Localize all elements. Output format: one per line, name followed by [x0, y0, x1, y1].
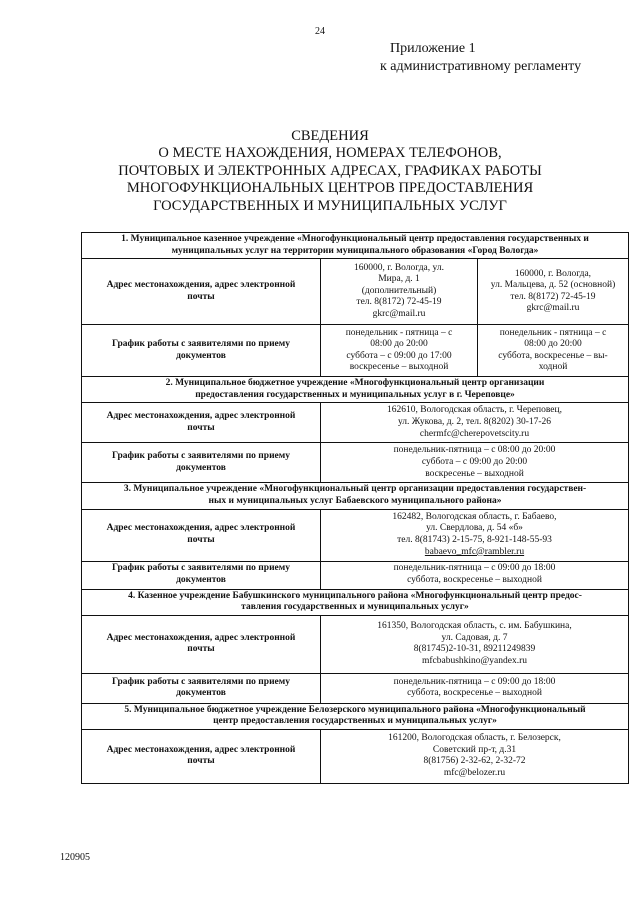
value-line: 161200, Вологодская область, г. Белозерск, [388, 733, 561, 744]
schedule-label [82, 673, 321, 703]
schedule-cell [321, 443, 629, 483]
label-line: Адрес местонахождения, адрес электронной [106, 523, 296, 534]
label-line: документов [176, 462, 226, 473]
address-cell [321, 729, 629, 783]
address-row [82, 729, 629, 783]
section-header-line: 3. Муниципальное учреждение «Многофункциональный центр организации предоставления государствен- [123, 484, 587, 495]
value-line: (дополнительный) [361, 285, 437, 296]
value-line: ул. Мальцева, д. 52 (основной) [490, 280, 616, 291]
label-line: Адрес местонахождения, адрес электронной [106, 744, 296, 755]
value-line: тел. 8(81743) 2-15-75, 8-921-148-55-93 [397, 535, 552, 546]
value-line: понедельник-пятница – с 08:00 до 20:00 [393, 445, 556, 456]
address-cell [321, 509, 629, 561]
value-line: тел. 8(8172) 72-45-19 [356, 297, 442, 308]
address-cell [321, 403, 629, 443]
section-header-row [82, 703, 629, 729]
value-line: Советский пр-т, д.31 [432, 744, 517, 755]
email-text: babaevo_mfc@rambler.ru [424, 546, 525, 557]
value-line: 162482, Вологодская область, г. Бабаево, [392, 511, 557, 522]
section-header [82, 483, 629, 509]
schedule-label [82, 443, 321, 483]
label-line: документов [176, 688, 226, 699]
value-line: воскресенье – выходной [425, 468, 524, 479]
schedule-label [82, 325, 321, 377]
value-line: суббота – с 09:00 до 17:00 [346, 350, 452, 361]
label-line: почты [187, 644, 215, 655]
label-line: График работы с заявителями по приему [112, 451, 290, 462]
page-number: 24 [315, 26, 325, 37]
address-label [82, 403, 321, 443]
address-row [82, 509, 629, 561]
section-header-row [82, 589, 629, 615]
section-header-row [82, 233, 629, 259]
section-header-line: центр предоставления государственных и муниципальных услуг» [213, 716, 497, 727]
annex-note [380, 40, 581, 76]
address-row [82, 615, 629, 673]
label-line: почты [187, 535, 215, 546]
address-label [82, 259, 321, 325]
title-line: СВЕДЕНИЯ [291, 128, 369, 144]
value-line: тел. 8(8172) 72-45-19 [510, 291, 596, 302]
schedule-row [82, 443, 629, 483]
label-line: почты [187, 422, 215, 433]
address-cell [478, 259, 629, 325]
label-line: почты [187, 291, 215, 302]
annex-line: Приложение 1 [390, 41, 476, 56]
email-text: gkrc@mail.ru [372, 309, 426, 320]
mfc-table [81, 232, 629, 784]
value-line: понедельник-пятница – с 09:00 до 18:00 [393, 676, 556, 687]
value-line: суббота – с 09:00 до 20:00 [421, 457, 528, 468]
title-line: ПОЧТОВЫХ И ЭЛЕКТРОННЫХ АДРЕСАХ, ГРАФИКАХ РАБОТЫ [118, 162, 542, 179]
value-line: суббота, воскресенье – выходной [407, 575, 542, 586]
title-line: ГОСУДАРСТВЕННЫХ И МУНИЦИПАЛЬНЫХ УСЛУГ [153, 197, 507, 214]
schedule-row [82, 673, 629, 703]
section-header [82, 703, 629, 729]
value-line: 8(81756) 2-32-62, 2-32-72 [423, 756, 526, 767]
section-header-line: 1. Муниципальное казенное учреждение «Многофункциональный центр предоставления государственных и [121, 234, 589, 244]
value-line: понедельник - пятница – с [345, 327, 453, 338]
address-label [82, 729, 321, 783]
section-header-line: муниципальных услуг на территории муниципального образования «Город Вологда» [171, 245, 539, 256]
address-label [82, 509, 321, 561]
value-line: 08:00 до 20:00 [370, 339, 428, 350]
value-line: 161350, Вологодская область, с. им. Бабушкина, [377, 621, 572, 632]
address-row [82, 403, 629, 443]
label-line: Адрес местонахождения, адрес электронной [106, 632, 296, 643]
email-text: chermfc@cherepovetscity.ru [419, 428, 530, 439]
value-line: суббота, воскресенье – вы- [498, 350, 608, 361]
schedule-row [82, 325, 629, 377]
value-line: 160000, г. Вологда, [514, 268, 592, 279]
title-line: О МЕСТЕ НАХОЖДЕНИЯ, НОМЕРАХ ТЕЛЕФОНОВ, [158, 145, 502, 162]
address-label [82, 615, 321, 673]
schedule-label [82, 561, 321, 589]
section-header [82, 377, 629, 403]
address-row [82, 259, 629, 325]
section-header-line: ных и муниципальных услуг Бабаевского муниципального района» [208, 495, 502, 506]
value-line: ул. Свердлова, д. 54 «б» [426, 523, 523, 534]
email-text: mfcbabushkino@yandex.ru [421, 655, 528, 666]
value-line: воскресенье – выходной [349, 362, 449, 373]
value-line: понедельник-пятница – с 09:00 до 18:00 [393, 563, 556, 574]
value-line: суббота, воскресенье – выходной [407, 688, 542, 699]
label-line: График работы с заявителями по приему [112, 676, 290, 687]
section-header-line: тавления государственных и муниципальных услуг» [241, 602, 469, 613]
value-line: 08:00 до 20:00 [524, 339, 582, 350]
document-title [40, 128, 620, 215]
value-line: 8(81745)2-10-31, 89211249839 [413, 644, 536, 655]
label-line: Адрес местонахождения, адрес электронной [106, 411, 296, 422]
schedule-cell [478, 325, 629, 377]
label-line: документов [176, 575, 226, 586]
schedule-cell [321, 673, 629, 703]
value-line: понедельник - пятница – с [499, 327, 607, 338]
section-header-row [82, 377, 629, 403]
label-line: документов [176, 350, 226, 361]
label-line: График работы с заявителями по приему [112, 563, 290, 574]
footer-code: 120905 [60, 852, 90, 863]
value-line: 162610, Вологодская область, г. Череповец, [387, 405, 562, 416]
value-line: ходной [538, 362, 568, 373]
section-header-line: 4. Казенное учреждение Бабушкинского муниципального района «Многофункциональный центр предос- [128, 590, 582, 601]
section-header-line: предоставления государственных и муниципальных услуг в г. Череповце» [195, 389, 515, 400]
email-text: gkrc@mail.ru [526, 303, 580, 314]
value-line: ул. Садовая, д. 7 [441, 632, 508, 643]
label-line: График работы с заявителями по приему [112, 339, 290, 350]
schedule-row [82, 561, 629, 589]
schedule-cell [321, 325, 478, 377]
email-text: mfc@belozer.ru [443, 768, 506, 779]
annex-line: к административному регламенту [380, 59, 582, 74]
title-line: МНОГОФУНКЦИОНАЛЬНЫХ ЦЕНТРОВ ПРЕДОСТАВЛЕНИЯ [126, 180, 534, 197]
label-line: почты [187, 756, 215, 767]
section-header-line: 5. Муниципальное бюджетное учреждение Белозерского муниципального района «Многофункциональный [124, 704, 586, 715]
label-line: Адрес местонахождения, адрес электронной [106, 280, 296, 291]
value-line: 160000, г. Вологда, ул. [354, 262, 444, 273]
section-header-row [82, 483, 629, 509]
value-line: Мира, д. 1 [378, 274, 420, 285]
address-cell [321, 259, 478, 325]
schedule-cell [321, 561, 629, 589]
address-cell [321, 615, 629, 673]
section-header-line: 2. Муниципальное бюджетное учреждение «Многофункциональный центр организации [165, 378, 545, 389]
section-header [82, 589, 629, 615]
value-line: ул. Жукова, д. 2, тел. 8(8202) 30-17-26 [397, 417, 552, 428]
section-header [82, 233, 629, 259]
